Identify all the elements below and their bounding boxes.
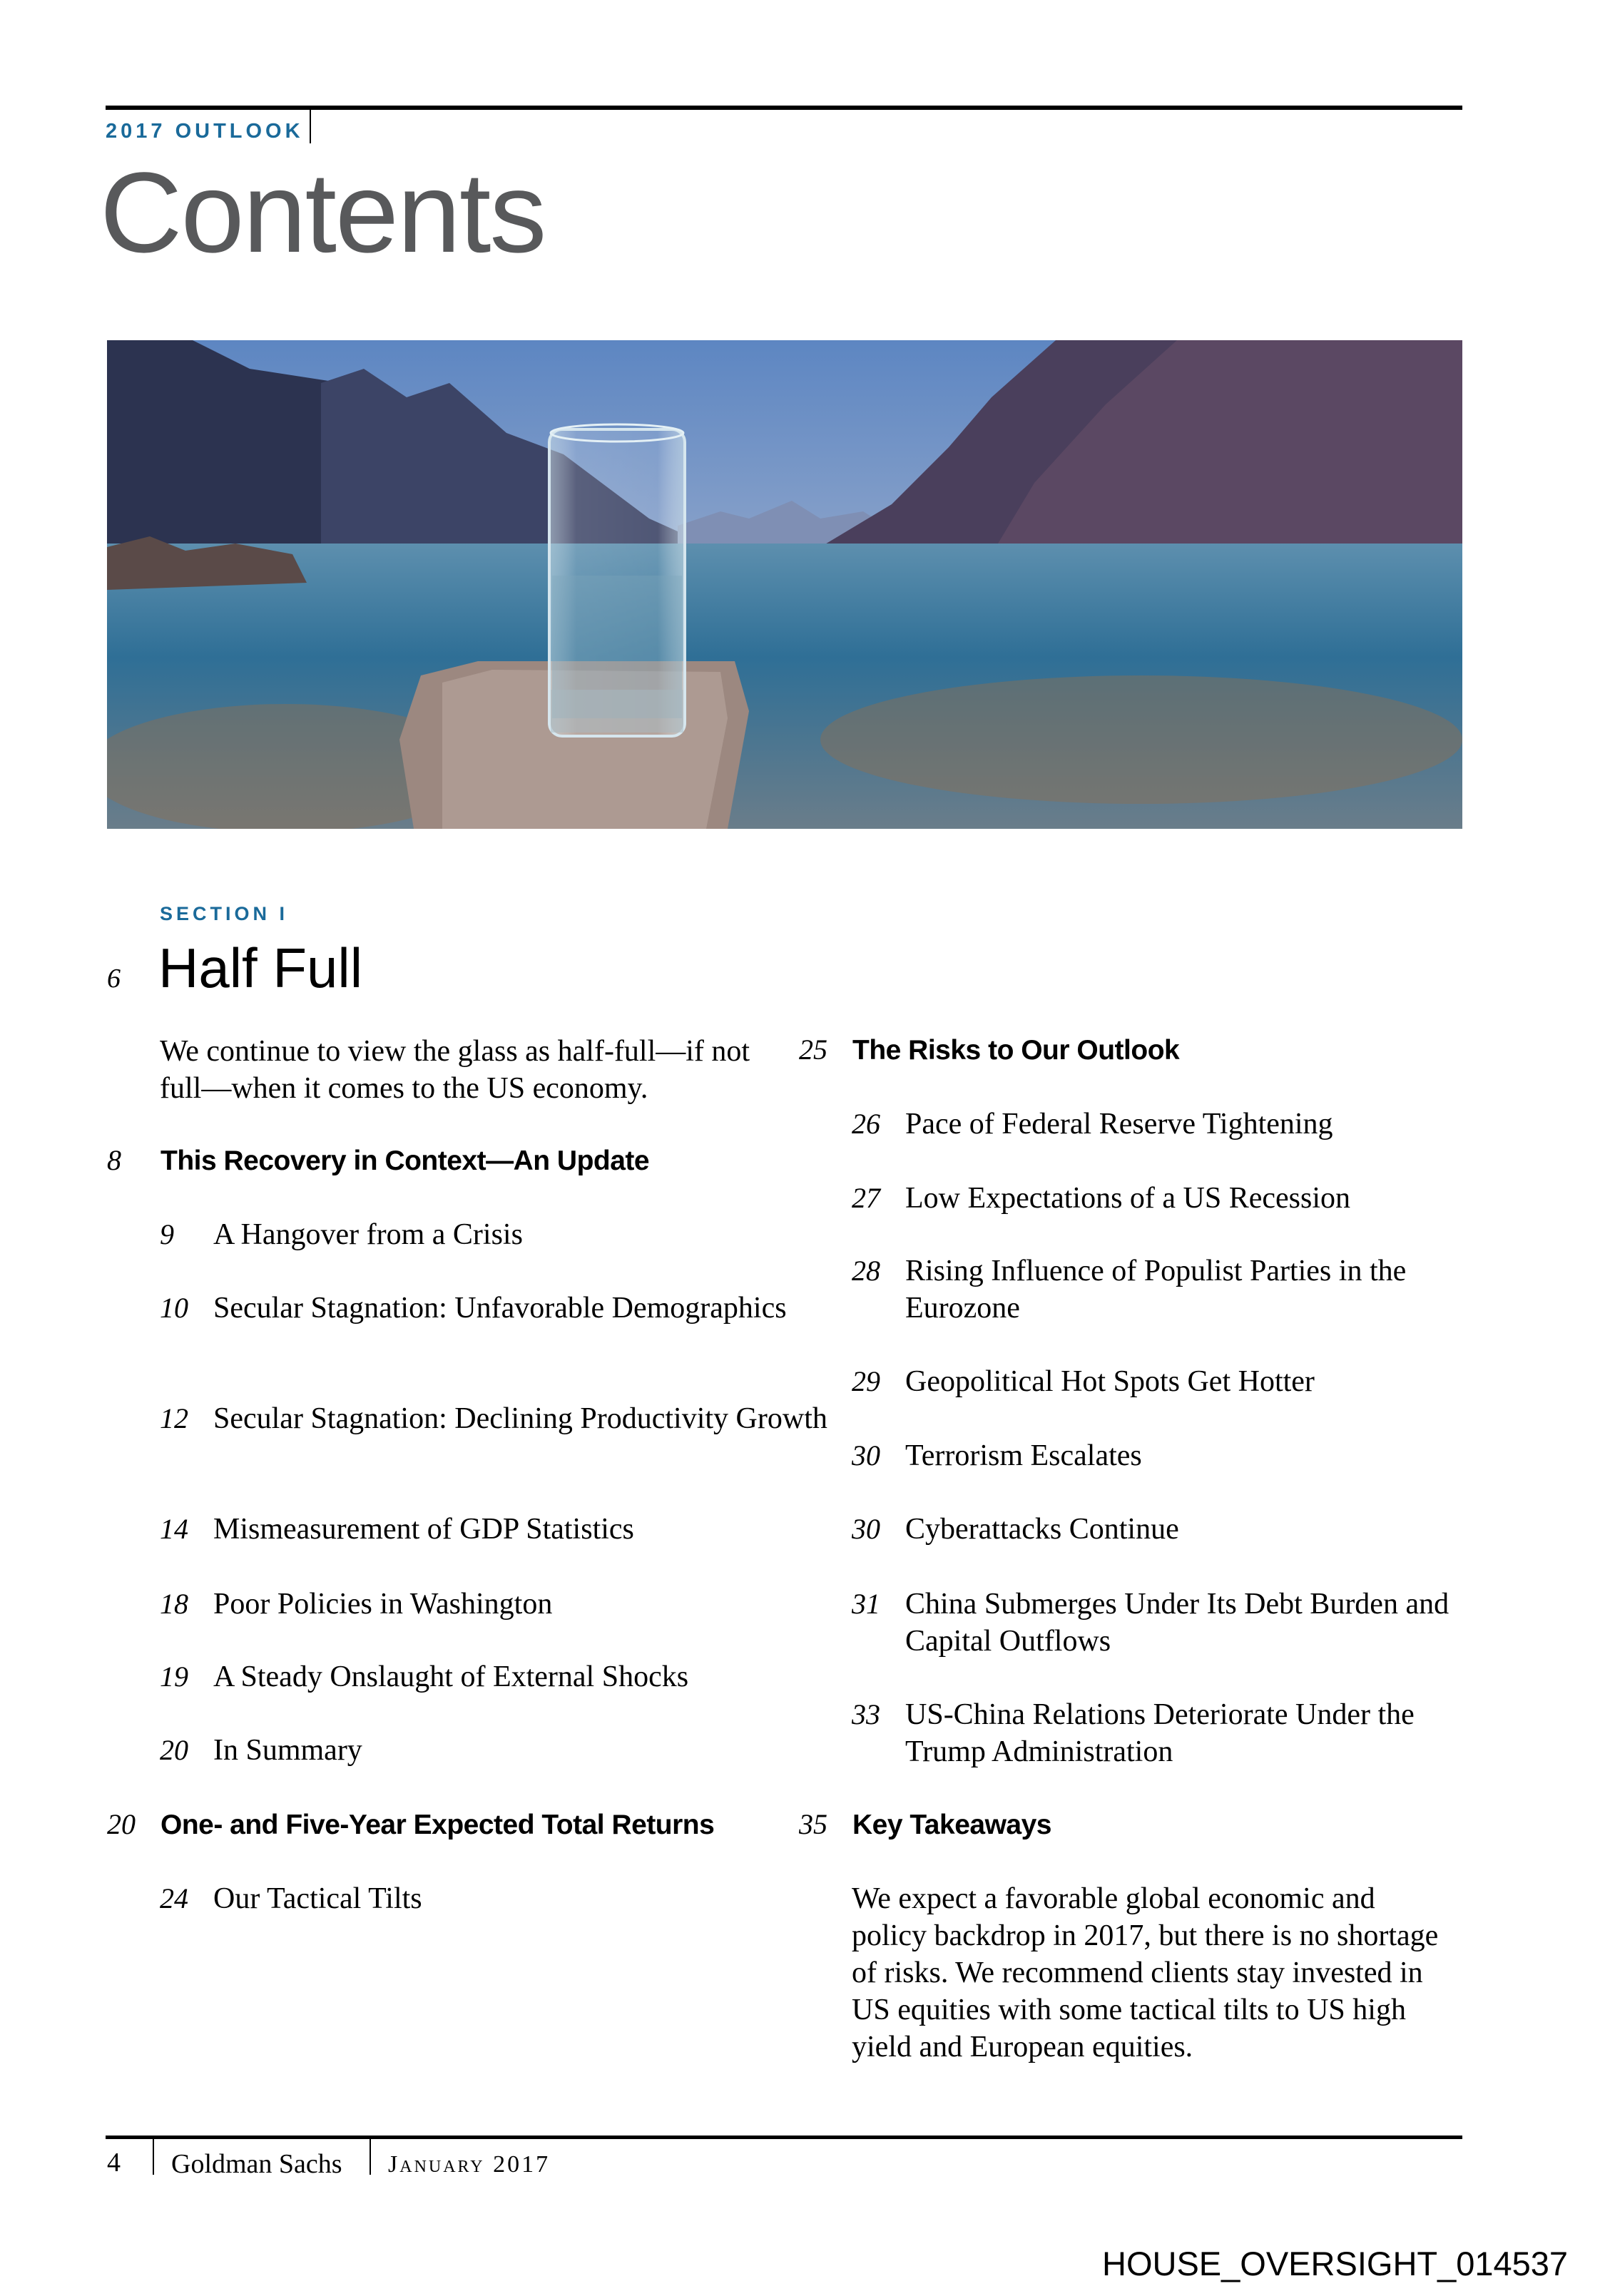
page-title: Contents	[100, 148, 546, 276]
toc-page-number: 31	[852, 1588, 880, 1620]
toc-entry[interactable]	[852, 1106, 1451, 1143]
toc-entry-title: Terrorism Escalates	[905, 1439, 1142, 1472]
toc-entry[interactable]	[107, 1143, 778, 1180]
header-divider	[310, 110, 311, 143]
toc-page-number: 29	[852, 1365, 880, 1397]
toc-entry-title: The Risks to Our Outlook	[852, 1035, 1180, 1066]
toc-entry[interactable]	[160, 1586, 830, 1623]
toc-entry-title: This Recovery in Context—An Update	[160, 1146, 650, 1176]
toc-entry[interactable]	[852, 1252, 1451, 1327]
toc-page-number: 20	[107, 1808, 136, 1840]
toc-entry[interactable]	[852, 1511, 1451, 1548]
toc-page-number: 19	[160, 1660, 188, 1693]
toc-page-number: 35	[799, 1808, 827, 1840]
toc-entry-title: China Submerges Under Its Debt Burden and Capital Outflows	[905, 1588, 1449, 1658]
toc-entry-title: Geopolitical Hot Spots Get Hotter	[905, 1365, 1315, 1398]
toc-entry[interactable]	[160, 1880, 830, 1917]
hero-image	[107, 340, 1462, 829]
toc-entry[interactable]	[852, 1586, 1451, 1660]
toc-entry-title: A Hangover from a Crisis	[213, 1218, 523, 1251]
toc-page-number: 30	[852, 1513, 880, 1545]
toc-entry[interactable]	[107, 1807, 778, 1844]
lake-glass-photo-icon	[107, 340, 1462, 829]
toc-entry[interactable]	[799, 1032, 1398, 1069]
section-title: Half Full	[158, 937, 363, 999]
takeaways-text: We expect a favorable global economic and policy backdrop in 2017, but there is no shortage of risks. We recommend clients stay invested in US equities with some tactical tilts to US high yield and European equities.	[852, 1882, 1439, 2063]
toc-entry-title: Secular Stagnation: Unfavorable Demographics	[213, 1292, 787, 1325]
toc-entry[interactable]	[852, 1437, 1451, 1474]
toc-entry-title: Cyberattacks Continue	[905, 1513, 1179, 1546]
toc-page-number: 25	[799, 1034, 827, 1066]
toc-entry[interactable]	[160, 1216, 830, 1253]
toc-page-number: 10	[160, 1292, 188, 1324]
toc-page-number: 28	[852, 1255, 880, 1287]
toc-page-number: 30	[852, 1439, 880, 1471]
toc-page-number: 8	[107, 1144, 121, 1176]
toc-entry-title: Pace of Federal Reserve Tightening	[905, 1108, 1333, 1141]
toc-entry-title: Our Tactical Tilts	[213, 1882, 422, 1915]
toc-entry[interactable]	[852, 1180, 1451, 1217]
bates-number: HOUSE_OVERSIGHT_014537	[1102, 2245, 1569, 2282]
toc-entry-title: Poor Policies in Washington	[213, 1588, 553, 1621]
toc-page-number: 20	[160, 1734, 188, 1766]
toc-entry-title: Rising Influence of Populist Parties in the Eurozone	[905, 1255, 1407, 1325]
toc-entry-title: Mismeasurement of GDP Statistics	[213, 1513, 634, 1546]
toc-entry-title: US-China Relations Deteriorate Under the Trump Administration	[905, 1698, 1415, 1768]
section-page-number: 6	[107, 964, 121, 994]
report-kicker: 2017 OUTLOOK	[106, 120, 304, 143]
footer-divider	[370, 2139, 371, 2175]
toc-entry[interactable]	[160, 1511, 830, 1548]
footer-brand: Goldman Sachs	[171, 2149, 342, 2179]
toc-page-number: 9	[160, 1218, 174, 1250]
toc-entry-title: One- and Five-Year Expected Total Returns	[160, 1810, 715, 1840]
toc-page-number: 12	[160, 1402, 188, 1434]
toc-page-number: 33	[852, 1698, 880, 1730]
section-description: We continue to view the glass as half-full—if not full—when it comes to the US economy.	[160, 1035, 750, 1105]
toc-page-number: 27	[852, 1182, 880, 1214]
toc-entry[interactable]	[160, 1658, 830, 1695]
section-label: SECTION I	[160, 903, 289, 924]
footer-divider	[153, 2139, 154, 2175]
toc-entry-title: A Steady Onslaught of External Shocks	[213, 1660, 689, 1693]
footer-page-number: 4	[107, 2148, 121, 2178]
toc-entry-title: Low Expectations of a US Recession	[905, 1182, 1351, 1215]
toc-page-number: 14	[160, 1513, 188, 1545]
toc-page-number: 26	[852, 1108, 880, 1140]
toc-entry[interactable]	[160, 1732, 830, 1769]
toc-entry[interactable]	[852, 1696, 1451, 1770]
toc-page-number: 18	[160, 1588, 188, 1620]
footer-rule	[106, 2136, 1462, 2139]
toc-entry-title: Secular Stagnation: Declining Productivity Growth	[213, 1402, 827, 1435]
toc-entry[interactable]	[852, 1363, 1451, 1400]
toc-entry-title: In Summary	[213, 1734, 362, 1767]
toc-entry[interactable]	[799, 1807, 1398, 1844]
footer-date: January 2017	[388, 2151, 551, 2178]
toc-page-number: 24	[160, 1882, 188, 1914]
toc-entry[interactable]	[160, 1290, 830, 1327]
toc-entry-title: Key Takeaways	[852, 1810, 1051, 1840]
toc-entry[interactable]	[160, 1400, 830, 1437]
